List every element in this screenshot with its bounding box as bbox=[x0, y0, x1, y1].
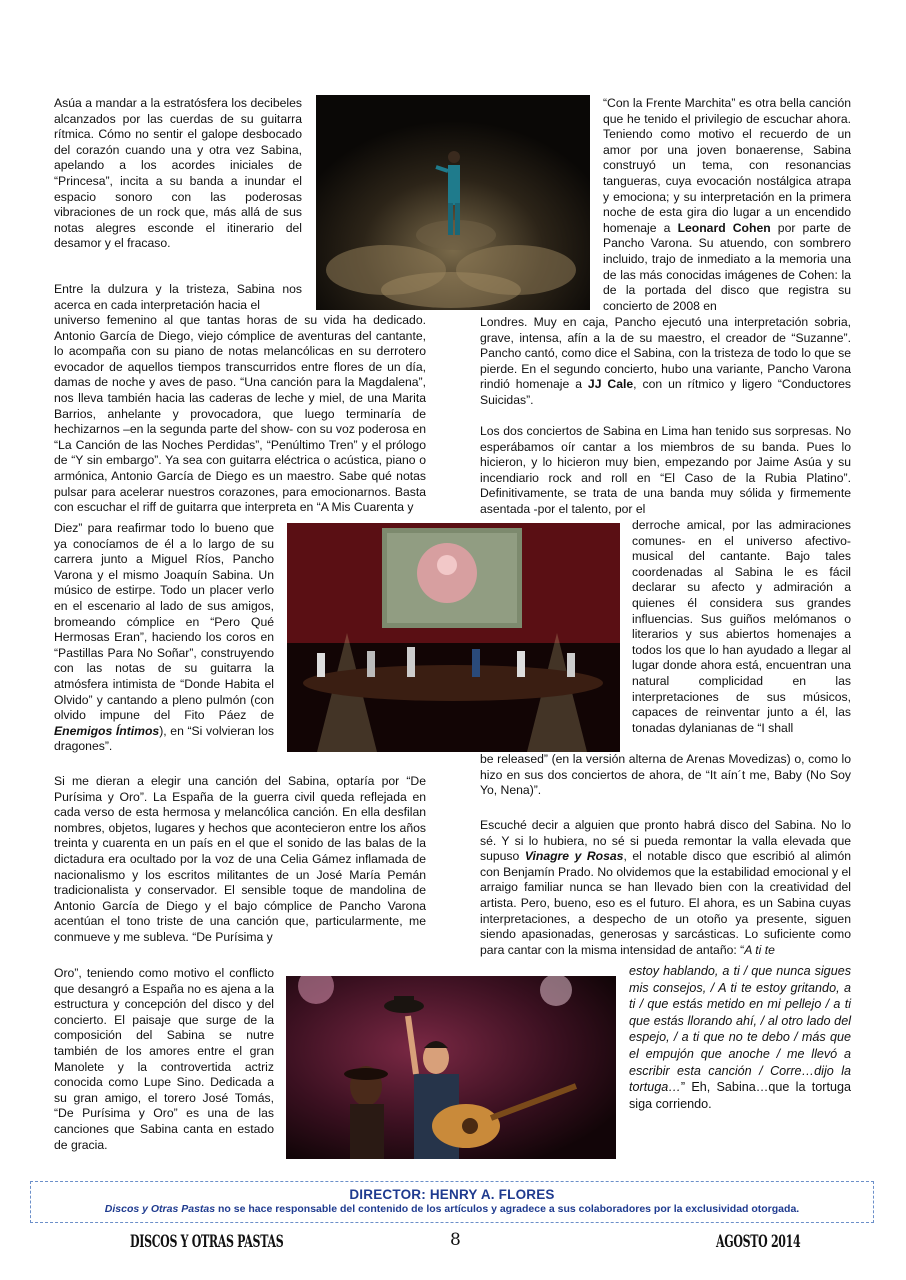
director-line: DIRECTOR: HENRY A. FLORES bbox=[349, 1187, 555, 1202]
text: Londres. Muy en caja, Pancho ejecutó una interpretación sobria, grave, intensa, afín a la de su maestro, el creador de “Suzanne”. Pancho cantó, como dice el Sabina, con la tristeza de todo lo que se pierde. En el segundo concierto, hubo una variante, Pancho Varona rindió homenaje a bbox=[480, 315, 851, 392]
text: Asúa a mandar a la estratósfera los decibeles alcanzados por las cuerdas de su guitarra rítmica. Cómo no sentir el galope desbocado del corazón cuando una y otra vez Sabina, apelando a los acordes iniciales de “Princesa”, incita a su banda a inundar el espacio sonoro con las poderosas vibraciones de un rock que, más allá de sus notas alegres esconde el itinerario del desamor y el fracaso. bbox=[54, 96, 302, 251]
left-para-1 bbox=[54, 96, 302, 252]
page-number: 8 bbox=[450, 1230, 461, 1250]
left-para-3-narrow bbox=[54, 966, 274, 1153]
right-para-2-narrow bbox=[632, 518, 851, 736]
photo-illustration bbox=[316, 95, 590, 310]
lyric-italic: A ti te bbox=[744, 942, 775, 957]
text: ), en “Si volvieran los dragones”. bbox=[54, 723, 274, 754]
right-para-3-wide bbox=[480, 818, 851, 958]
concert-photo-band bbox=[287, 523, 620, 752]
text: Si me dieran a elegir una canción del Sabina, optaría por “De Purísima y Oro”. La España de la guerra civil queda reflejada en cada verso de esta hermosa y melancólica canción. En ella desfilan nombres, objetos, lugares y hechos que acontecieron entre los años treinta y cuarenta en un país en el que el sonido de las balas de la dictadura era ocultado por la voz de una Celia Gámez inflamada de nacionalismo y los escritos militantes de un José María Pemán tradicionalista y conservador. El sensible toque de mandolina de Antonio García de Diego y el bajo cómplice de Pancho Varona acentúan el tono triste de una canción que, particularmente, me conmueve y me subleva. “De Purísima y bbox=[54, 774, 426, 944]
right-para-2-wide bbox=[480, 424, 851, 518]
artist-name: Leonard Cohen bbox=[677, 220, 771, 235]
magazine-name-footer: DISCOS Y OTRAS PASTAS bbox=[130, 1232, 284, 1252]
disclaimer-text: no se hace responsable del contenido de los artículos y agradece a sus colaboradores por la exclusividad otorgada. bbox=[215, 1203, 800, 1215]
album-title: Vinagre y Rosas bbox=[524, 849, 624, 864]
photo-illustration bbox=[286, 976, 616, 1159]
album-title: Enemigos Íntimos bbox=[54, 723, 160, 738]
concert-photo-singer bbox=[316, 95, 590, 310]
photo-illustration bbox=[287, 523, 620, 752]
left-para-2-narrow bbox=[54, 521, 274, 755]
lyrics: estoy hablando, a ti / que nunca sigues mis consejos, / A ti te estoy gritando, a ti / que estás metido en mi pellejo / a ti que estás llorando ahí, / al otro lado del espejo, / a ti que no te debo / más que el empujón que anoche / me llevó a escribir esta canción / Corre…dijo la tortuga… bbox=[629, 964, 851, 1095]
left-para-3-wide bbox=[54, 774, 426, 946]
text: Los dos conciertos de Sabina en Lima han tenido sus sorpresas. No esperábamos oír cantar a los miembros de su banda. Pues lo hicieron, y lo hicieron muy bien, empezando por Jaime Asúa y su incendiario rock and roll en “El Caso de la Rubia Platino”. Definitivamente, se trata de una banda muy sólida y firmemente asentada -por el talento, por el bbox=[480, 424, 851, 516]
text: ” Eh, Sabina…que la tortuga siga corriendo. bbox=[629, 1080, 851, 1111]
footer-credits bbox=[30, 1181, 874, 1223]
left-para-2-start bbox=[54, 282, 302, 313]
text: Entre la dulzura y la tristeza, Sabina nos acerca en cada interpretación hacia el bbox=[54, 282, 302, 312]
artist-name: JJ Cale bbox=[587, 377, 634, 392]
text: universo femenino al que tantas horas de su vida ha dedicado. Antonio García de Diego, viejo cómplice de aventuras del cantante, lo acompaña con su piano de notas melancólicas en su derrotero evocador de aquellos tiempos transcurridos entre flores de un día, damas de noche y aves de paso. “Una canción para la Magdalena”, nos lleva también hacia las caderas de leche y miel, de una Marita Barrios, anhelante y provocadora, que luego terminaría de hechizarnos –en la segunda parte del show- con su voz poderosa en “La Canción de las Noches Perdidas”, “Penúltimo Tren” y el prólogo de “Y sin embargo”. Ya sea con guitarra eléctrica o acústica, piano o armónica, Antonio García de Diego es un maestro. Sabe qué notas pulsar para acelerar nuestros corazones, para emocionarnos. Basta con escuchar el riff de guitarra que interpreta en “A Mis Cuarenta y bbox=[54, 313, 426, 515]
concert-photo-hat bbox=[286, 976, 616, 1159]
text: Escuché decir a alguien que pronto habrá disco del Sabina. No lo sé. Y si lo hubiera, no sé si pueda remontar la valla elevada que supuso bbox=[480, 818, 851, 864]
issue-date: AGOSTO 2014 bbox=[716, 1232, 801, 1252]
right-para-1-wide bbox=[480, 315, 851, 409]
text: , con un rítmico y ligero “Conductores Suicidas”. bbox=[480, 377, 851, 407]
text: Oro”, teniendo como motivo el conflicto que desangró a España no es ajena a la estructura y concepción del disco y del concierto. El paisaje que surge de la composición del Sabina se nutre también de los amores entre el gran Manolete y la controvertida actriz conocida como Lupe Sino. Dedicada a su gran amigo, el torero José Tomás, “De Purísima y Oro” es una de las canciones que Sabina canta en estado de gracia. bbox=[54, 966, 274, 1152]
text: be released” (en la versión alterna de Arenas Movedizas) o, como lo hizo en sus dos conciertos de ahora, de “It aín´t me, Baby (No Soy Yo, Nena)”. bbox=[480, 752, 851, 798]
disclaimer bbox=[31, 1203, 873, 1215]
right-para-3-narrow bbox=[629, 963, 851, 1112]
text: , el notable disco que escribió al alimón con Benjamín Prado. No olvidemos que la estabilidad emocional y el arraigo familiar nunca se han llevado bien con la creatividad del artista. Pero, bueno, eso es el futuro. El ahora, es un Sabina cuyas interpretaciones, a despecho de un otoño ya presente, siguen siendo apasionadas, generosas y sarcásticas. Lo suficiente como para cantar con la misma intensidad de antaño: “ bbox=[480, 849, 851, 957]
text: Diez” para reafirmar todo lo bueno que ya conocíamos de él a lo largo de su carrera junto a Miguel Ríos, Pancho Varona y el mismo Joaquín Sabina. Un músico de estirpe. Todo un placer verlo en el escenario al lado de sus amigos, bromeando cómplice en “Pero Qué Hermosas Eran”, haciendo los coros en “Pastillas Para No Soñar”, construyendo con las notas de su guitarra la atmósfera intimista de “Donde Habita el Olvido” y cantando a pleno pulmón (con olvido impune del Fito Páez de bbox=[54, 521, 274, 723]
right-para-2-wide2 bbox=[480, 752, 851, 799]
left-para-2-wide bbox=[54, 313, 426, 516]
text: por parte de Pancho Varona. Su atuendo, con sombrero incluido, trajo de inmediato a la memoria una de las más conocidas imágenes de Cohen: la de la portada del disco que registra su concierto de 2008 en bbox=[603, 220, 851, 313]
right-para-1-narrow bbox=[603, 96, 851, 314]
text: derroche amical, por las admiraciones comunes- en el universo afectivo-musical del cantante. Bajo tales coordenadas al Sabina le es fácil declarar su afecto y admiración a quienes él considera sus grandes influencias. Sus guiños melómanos o literarios y sus abiertos homenajes a todos los que lo han ayudado a llegar al lugar donde ahora está, encuentran una natural complicidad en las interpretaciones de sus músicos, capaces de reinventar junto a él, las tonadas dylanianas de “I shall bbox=[632, 518, 851, 735]
text: “Con la Frente Marchita” es otra bella canción que he tenido el privilegio de escuchar ahora. Teniendo como motivo el recuerdo de un amor por una joven bonaerense, Sabina construyó un tema, con resonancias tangueras, cuya evocación nostálgica atrapa y emociona; y su interpretación en la primera noche de esta gira dio lugar a un encendido homenaje a bbox=[603, 96, 851, 235]
magazine-name: Discos y Otras Pastas bbox=[104, 1203, 216, 1215]
